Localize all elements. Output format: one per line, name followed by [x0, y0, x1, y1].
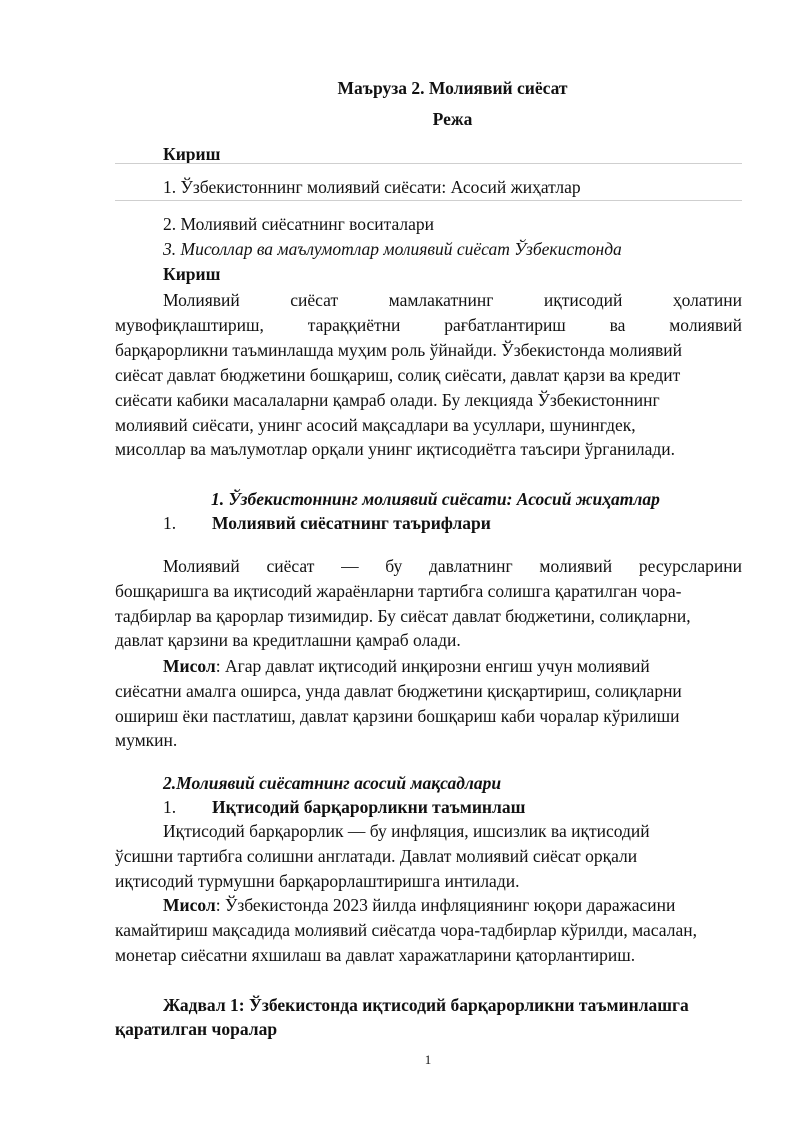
paragraph-line: ошириш ёки пастлатиш, давлат қарзини бошқариш каби чоралар кўрилиши — [115, 706, 680, 726]
word: бу — [385, 556, 403, 576]
paragraph-line: давлат қарзини ва кредитлашни қамраб олади. — [115, 630, 461, 650]
word: ва — [609, 315, 626, 335]
table-caption-continued: қаратилган чоралар — [115, 1019, 278, 1039]
example-line — [163, 655, 742, 677]
divider — [115, 163, 742, 164]
plan-item-1: 1. Ўзбекистоннинг молиявий сиёсати: Асосий жиҳатлар — [163, 177, 581, 197]
example-text: : Ўзбекистонда 2023 йилда инфляциянинг юқори даражасини — [215, 895, 676, 915]
section-2-heading: 2.Молиявий сиёсатнинг асосий мақсадлари — [163, 773, 502, 793]
table-caption: Жадвал 1: Ўзбекистонда иқтисодий барқарорликни таъминлашга — [163, 995, 689, 1015]
word: иқтисодий — [543, 290, 623, 310]
example-label: Мисол — [163, 895, 216, 915]
word: ҳолатини — [672, 290, 742, 310]
word: сиёсат — [290, 290, 339, 310]
plan-intro: Кириш — [163, 144, 221, 164]
word: мамлакатнинг — [388, 290, 494, 310]
paragraph-line: сиёсат давлат бюджетини бошқариш, солиқ сиёсати, давлат қарзи ва кредит — [115, 365, 681, 385]
paragraph-line: сиёсатни амалга оширса, унда давлат бюджетини қисқартириш, солиқларни — [115, 681, 682, 701]
example-line — [163, 894, 742, 916]
paragraph-line: иқтисодий турмушни барқарорлаштиришга интилади. — [115, 871, 520, 891]
word: молиявий — [539, 556, 613, 576]
plan-heading: Режа — [432, 109, 473, 129]
subsection-number: 1. — [163, 513, 177, 533]
paragraph-line: молиявий сиёсати, унинг асосий мақсадлари ва усуллари, шунингдек, — [115, 415, 636, 435]
word: давлатнинг — [429, 556, 513, 576]
paragraph-line: бошқаришга ва иқтисодий жараёнларни тартибга солишга қаратилган чора- — [115, 581, 682, 601]
word: Молиявий — [163, 556, 240, 576]
paragraph-line — [115, 314, 742, 336]
paragraph-line: Иқтисодий барқарорлик — бу инфляция, ишсизлик ва иқтисодий — [163, 821, 650, 841]
paragraph-line — [163, 555, 742, 577]
plan-item-2: 2. Молиявий сиёсатнинг воситалари — [163, 214, 435, 234]
section-1-heading: 1. Ўзбекистоннинг молиявий сиёсати: Асосий жиҳатлар — [211, 489, 660, 509]
word: молиявий — [669, 315, 742, 335]
subsection-heading — [163, 512, 742, 534]
example-text: : Агар давлат иқтисодий инқирозни енгиш учун молиявий — [215, 656, 650, 676]
paragraph-line: тадбирлар ва қарорлар тизимидир. Бу сиёсат давлат бюджетини, солиқларни, — [115, 606, 691, 626]
example-label: Мисол — [163, 656, 216, 676]
paragraph-line: монетар сиёсатни яхшилаш ва давлат харажатларини қаторлантириш. — [115, 945, 636, 965]
word: тараққиётни — [307, 315, 401, 335]
paragraph-line: мисоллар ва маълумотлар орқали унинг иқтисодиётга таъсири ўрганилади. — [115, 439, 676, 459]
plan-item-3: 3. Мисоллар ва маълумотлар молиявий сиёсат Ўзбекистонда — [163, 239, 622, 259]
page-number: 1 — [424, 1052, 432, 1067]
subsection-number: 1. — [163, 797, 177, 817]
intro-heading: Кириш — [163, 264, 221, 284]
paragraph-line: сиёсати кабики масалаларни қамраб олади. Бу лекцияда Ўзбекистоннинг — [115, 390, 660, 410]
paragraph-line: барқарорликни таъминлашда муҳим роль ўйнайди. Ўзбекистонда молиявий — [115, 340, 682, 360]
lecture-title: Маъруза 2. Молиявий сиёсат — [337, 78, 568, 98]
paragraph-line: мумкин. — [115, 730, 178, 750]
subsection-heading — [163, 796, 742, 818]
paragraph-line: ўсишни тартибга солишни англатади. Давлат молиявий сиёсат орқали — [115, 846, 638, 866]
paragraph-line: камайтириш мақсадида молиявий сиёсатда чора-тадбирлар кўрилди, масалан, — [115, 920, 697, 940]
word: рағбатлантириш — [444, 315, 566, 335]
paragraph-line — [163, 289, 742, 311]
subsection-title: Молиявий сиёсатнинг таърифлари — [212, 513, 491, 533]
word: ресурсларини — [638, 556, 742, 576]
divider — [115, 200, 742, 201]
word: мувофиқлаштириш, — [115, 315, 264, 335]
word: Молиявий — [163, 290, 240, 310]
subsection-title: Иқтисодий барқарорликни таъминлаш — [212, 797, 526, 817]
word: — — [341, 556, 359, 576]
word: сиёсат — [266, 556, 315, 576]
